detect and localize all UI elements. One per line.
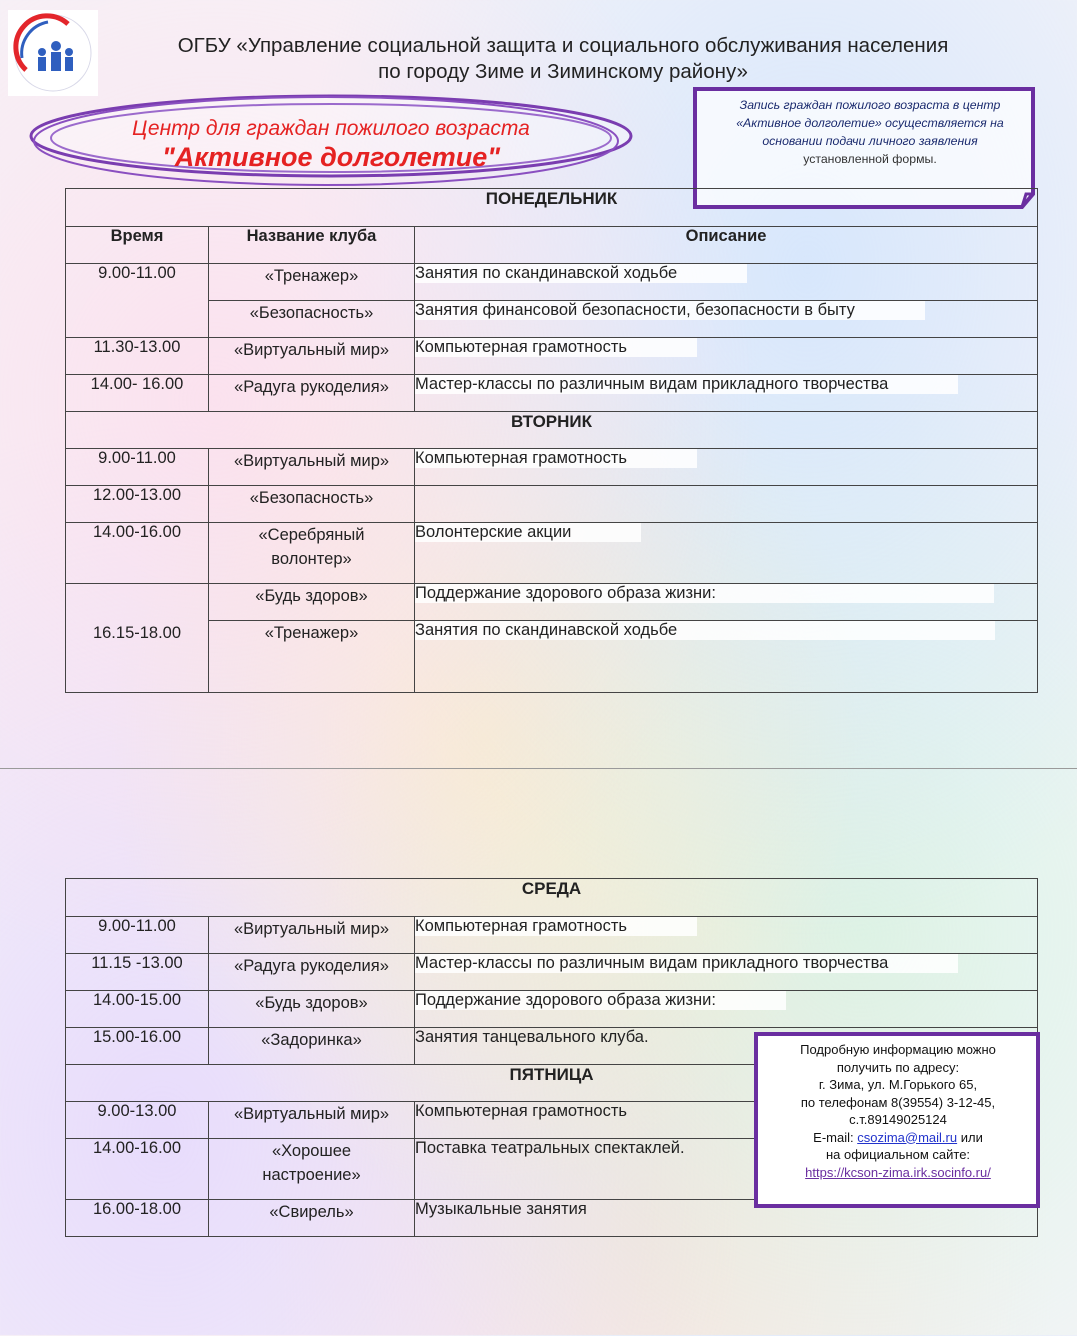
- organization-logo: [8, 10, 98, 96]
- club-cell: «Тренажер»: [209, 264, 415, 301]
- description-cell: [415, 486, 1038, 523]
- info-phones: по телефонам 8(39554) 3-12-45,: [800, 1094, 996, 1110]
- club-cell: «Тренажер»: [209, 621, 415, 693]
- organization-title: [118, 33, 1008, 85]
- table-row: [66, 991, 1038, 1028]
- time-cell: 12.00-13.00: [66, 486, 209, 523]
- email-link[interactable]: csozima@mail.ru: [857, 1129, 958, 1145]
- organization-title-line1: ОГБУ «Управление социальной защита и социального обслуживания населения: [177, 34, 949, 57]
- note-line2: «Активное долголетие» осуществляется на: [736, 116, 1004, 130]
- table-row: [66, 375, 1038, 412]
- club-cell: «Безопасность»: [209, 486, 415, 523]
- description-text: Занятия по скандинавской ходьбе: [415, 264, 747, 283]
- club-cell: «Свирель»: [209, 1200, 415, 1237]
- time-cell: 15.00-16.00: [66, 1028, 209, 1065]
- schedule-table-monday-tuesday: [65, 188, 1038, 693]
- time-cell: 11.15 -13.00: [66, 954, 209, 991]
- note-line3: основании подачи личного заявления: [762, 134, 978, 148]
- email-suffix: или: [957, 1129, 983, 1145]
- column-header-description: Описание: [415, 227, 1038, 264]
- note-line1: Запись граждан пожилого возраста в центр: [739, 98, 1001, 112]
- description-cell: [415, 917, 1038, 954]
- club-cell: «Радуга рукоделия»: [209, 375, 415, 412]
- description-text: Компьютерная грамотность: [415, 338, 697, 357]
- day-title-monday: ПОНЕДЕЛЬНИК: [66, 189, 1038, 227]
- center-title: [26, 116, 636, 172]
- description-cell: [415, 584, 1038, 621]
- description-text: Волонтерские акции: [415, 523, 641, 542]
- info-address: г. Зима, ул. М.Горького 65,: [818, 1077, 978, 1092]
- day-row-tuesday: [66, 412, 1038, 449]
- description-text: Мастер-классы по различным видам прикладного творчества: [415, 954, 958, 973]
- description-cell: Музыкальные занятия: [415, 1200, 1038, 1237]
- time-cell: 16.00-18.00: [66, 1200, 209, 1237]
- time-cell: 9.00-13.00: [66, 1102, 209, 1139]
- description-cell: [415, 523, 1038, 584]
- description-cell: [415, 338, 1038, 375]
- table-row: [66, 584, 1038, 621]
- club-cell: «Виртуальный мир»: [209, 917, 415, 954]
- time-cell: 9.00-11.00: [66, 449, 209, 486]
- club-cell: «Серебряный волонтер»: [209, 523, 415, 584]
- club-cell: «Виртуальный мир»: [209, 449, 415, 486]
- time-cell: [66, 584, 209, 693]
- table-row: [66, 449, 1038, 486]
- website-link[interactable]: https://kcson-zima.irk.socinfo.ru/: [805, 1164, 991, 1180]
- center-title-line1: Центр для граждан пожилого возраста: [132, 117, 530, 140]
- column-header-time: Время: [66, 227, 209, 264]
- day-row-monday: [66, 189, 1038, 227]
- description-text: Поддержание здорового образа жизни:: [415, 584, 994, 603]
- center-title-line2: "Активное долголетие": [161, 142, 501, 172]
- note-line4: установленной формы.: [803, 152, 937, 166]
- club-cell: «Хорошее настроение»: [209, 1139, 415, 1200]
- contact-info: [758, 1041, 1038, 1181]
- time-cell: 14.00-16.00: [66, 523, 209, 584]
- column-header-club: Название клуба: [209, 227, 415, 264]
- email-label: E-mail:: [813, 1129, 858, 1145]
- info-line1: Подробную информацию можно: [800, 1042, 996, 1057]
- day-row-wednesday: [66, 879, 1038, 917]
- description-cell: [415, 621, 1038, 693]
- info-line2: получить по адресу:: [836, 1059, 960, 1075]
- table-row: [66, 523, 1038, 584]
- club-cell: «Задоринка»: [209, 1028, 415, 1065]
- day-title-tuesday: ВТОРНИК: [66, 412, 1038, 449]
- description-cell: [415, 954, 1038, 991]
- registration-note: [706, 96, 1034, 168]
- time-cell: 14.00-15.00: [66, 991, 209, 1028]
- time-cell: 9.00-11.00: [66, 264, 209, 338]
- info-mobile: с.т.89149025124: [849, 1112, 947, 1127]
- club-cell: «Виртуальный мир»: [209, 1102, 415, 1139]
- club-cell: «Безопасность»: [209, 301, 415, 338]
- table-row: [66, 301, 1038, 338]
- description-text: Занятия по скандинавской ходьбе: [415, 621, 995, 640]
- description-cell: [415, 449, 1038, 486]
- description-cell: Поставка театральных спектаклей.: [415, 1139, 1038, 1200]
- club-cell: «Виртуальный мир»: [209, 338, 415, 375]
- time-cell: 14.00- 16.00: [66, 375, 209, 412]
- description-cell: [415, 264, 1038, 301]
- day-title-friday: ПЯТНИЦА: [66, 1065, 1038, 1102]
- description-text: Занятия финансовой безопасности, безопасности в быту: [415, 301, 925, 320]
- description-text: Мастер-классы по различным видам прикладного творчества: [415, 375, 958, 394]
- time-cell: 11.30-13.00: [66, 338, 209, 375]
- table-row: [66, 264, 1038, 301]
- table-row: [66, 917, 1038, 954]
- club-cell: «Будь здоров»: [209, 991, 415, 1028]
- description-text: Компьютерная грамотность: [415, 449, 697, 468]
- table-row: [66, 338, 1038, 375]
- table-row: [66, 621, 1038, 693]
- time-cell: 9.00-11.00: [66, 917, 209, 954]
- description-cell: [415, 375, 1038, 412]
- description-cell: [415, 301, 1038, 338]
- description-cell: Компьютерная грамотность: [415, 1102, 1038, 1139]
- info-website-label: на официальном сайте:: [825, 1147, 971, 1162]
- time-cell: 14.00-16.00: [66, 1139, 209, 1200]
- day-title-wednesday: СРЕДА: [66, 879, 1038, 917]
- table-header-row: [66, 227, 1038, 264]
- description-cell: [415, 991, 1038, 1028]
- description-text: Компьютерная грамотность: [415, 917, 697, 936]
- club-cell: «Радуга рукоделия»: [209, 954, 415, 991]
- table-row: [66, 954, 1038, 991]
- organization-title-line2: по городу Зиме и Зиминскому району»: [378, 60, 748, 83]
- description-text: Поддержание здорового образа жизни:: [415, 991, 786, 1010]
- time-text: 16.15-18.00: [92, 624, 182, 642]
- description-cell: Занятия танцевального клуба.: [415, 1028, 1038, 1065]
- club-cell: «Будь здоров»: [209, 584, 415, 621]
- table-row: [66, 486, 1038, 523]
